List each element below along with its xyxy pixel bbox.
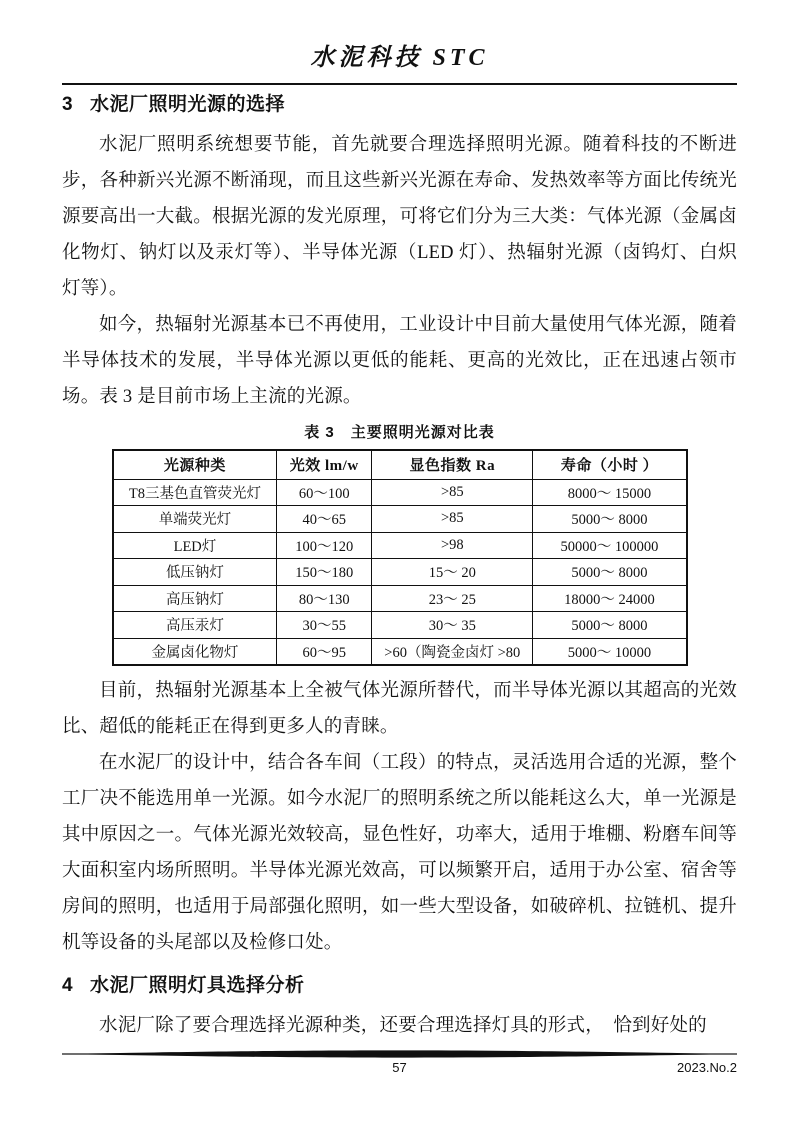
section-heading-4 bbox=[62, 973, 737, 999]
table-cell: 23～ 25 bbox=[372, 585, 533, 612]
table-cell: LED灯 bbox=[113, 532, 277, 559]
table-cell: 60～100 bbox=[277, 479, 372, 506]
paragraph: 在水泥厂的设计中，结合各车间（工段）的特点，灵活选用合适的光源，整个工厂决不能选用单一光源。如今水泥厂的照明系统之所以能耗这么大，单一光源是其中原因之一。气体光源光效较高，显色性好，功率大，适用于堆棚、粉磨车间等大面积室内场所照明。半导体光源光效高，可以频繁开启，适用于办公室、宿舍等房间的照明，也适用于局部强化照明，如一些大型设备，如破碎机、拉链机、提升机等设备的头尾部以及检修口处。 bbox=[62, 752, 737, 953]
table-header-cell: 光效 lm/w bbox=[277, 450, 372, 479]
table-row bbox=[113, 506, 687, 533]
table-cell: 高压钠灯 bbox=[113, 585, 277, 612]
table-cell: >60（陶瓷金卤灯 >80 bbox=[372, 638, 533, 665]
page-number: 57 bbox=[392, 1060, 407, 1075]
table-cell: 100～120 bbox=[277, 532, 372, 559]
table-header-cell: 寿命（小时 ） bbox=[533, 450, 687, 479]
light-source-comparison-table bbox=[112, 449, 688, 666]
issue-number: 2023.No.2 bbox=[677, 1060, 737, 1075]
table-cell: 金属卤化物灯 bbox=[113, 638, 277, 665]
table-cell: 8000～ 15000 bbox=[533, 479, 687, 506]
table-cell: >98 bbox=[372, 532, 533, 559]
paragraph: 水泥厂除了要合理选择光源种类，还要合理选择灯具的形式， 恰到好处的 bbox=[99, 1015, 707, 1036]
table-cell: 50000～ 100000 bbox=[533, 532, 687, 559]
footer-text-row bbox=[62, 1060, 737, 1078]
header-divider bbox=[62, 83, 737, 85]
table-cell: 30～ 35 bbox=[372, 612, 533, 639]
section-number: 3 bbox=[62, 94, 74, 115]
table-header-row bbox=[113, 450, 687, 479]
table-cell: T8三基色直管荧光灯 bbox=[113, 479, 277, 506]
section-number: 4 bbox=[62, 974, 74, 996]
table-cell: 高压汞灯 bbox=[113, 612, 277, 639]
section-title: 水泥厂照明灯具选择分析 bbox=[90, 974, 305, 996]
table-cell: 60～95 bbox=[277, 638, 372, 665]
paragraph: 如今，热辐射光源基本已不再使用，工业设计中目前大量使用气体光源，随着半导体技术的发展，半导体光源以更低的能耗、更高的光效比，正在迅速占领市场。表 3 是目前市场上主流的光源。 bbox=[62, 315, 737, 407]
table-row bbox=[113, 559, 687, 586]
table-cell: 30～55 bbox=[277, 612, 372, 639]
paragraph: 水泥厂照明系统想要节能，首先就要合理选择照明光源。随着科技的不断进步，各种新兴光源不断涌现，而且这些新兴光源在寿命、发热效率等方面比传统光源要高出一大截。根据光源的发光原理，可将它们分为三大类：气体光源（金属卤化物灯、钠灯以及汞灯等）、半导体光源（LED 灯）、热辐射光源（卤钨灯、白炽灯等）。 bbox=[62, 135, 737, 299]
table-header-cell: 光源种类 bbox=[113, 450, 277, 479]
table-cell: 低压钠灯 bbox=[113, 559, 277, 586]
journal-title: 水泥科技 STC bbox=[310, 45, 489, 71]
table-cell: 5000～ 8000 bbox=[533, 506, 687, 533]
table-row bbox=[113, 532, 687, 559]
paragraph: 目前，热辐射光源基本上全被气体光源所替代，而半导体光源以其超高的光效比、超低的能耗正在得到更多人的青睐。 bbox=[62, 680, 737, 737]
table-row bbox=[113, 612, 687, 639]
table-cell: 150～180 bbox=[277, 559, 372, 586]
table-row bbox=[113, 585, 687, 612]
section-title: 水泥厂照明光源的选择 bbox=[90, 94, 286, 115]
footer-divider bbox=[62, 1050, 737, 1058]
table-cell: 15～ 20 bbox=[372, 559, 533, 586]
table-header-cell: 显色指数 Ra bbox=[372, 450, 533, 479]
table-cell: 5000～ 8000 bbox=[533, 612, 687, 639]
table-cell: >85 bbox=[372, 506, 533, 533]
table-cell: 5000～ 10000 bbox=[533, 638, 687, 665]
table-cell: 5000～ 8000 bbox=[533, 559, 687, 586]
table-cell: 18000～ 24000 bbox=[533, 585, 687, 612]
table-cell: >85 bbox=[372, 479, 533, 506]
table-row bbox=[113, 638, 687, 665]
section-heading-3 bbox=[62, 92, 737, 118]
table-cell: 80～130 bbox=[277, 585, 372, 612]
table-cell: 40～65 bbox=[277, 506, 372, 533]
table-row bbox=[113, 479, 687, 506]
table-cell: 单端荧光灯 bbox=[113, 506, 277, 533]
table-caption: 表 3 主要照明光源对比表 bbox=[304, 424, 495, 441]
page-footer bbox=[62, 1050, 737, 1078]
